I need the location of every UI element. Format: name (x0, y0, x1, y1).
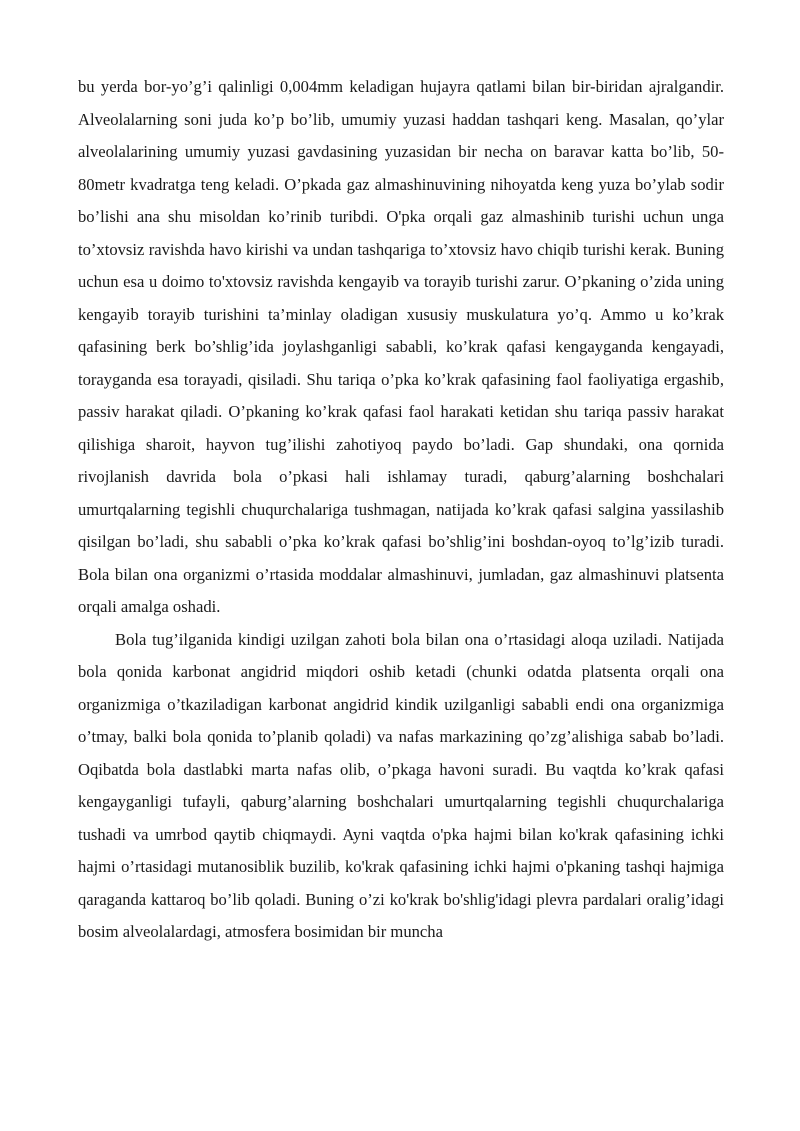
paragraph-2: Bola tug’ilganida kindigi uzilgan zahoti bola bilan ona o’rtasidagi aloqa uziladi. Natijada bola qonida karbonat angidrid miqdori oshib ketadi (chunki odatda platsenta orqali ona organizmiga o’tkaziladigan karbonat angidrid kindik uzilganligi sababli endi ona organizmiga o’tmay, balki bola qonida to’planib qoladi) va nafas markazining qo’zg’alishiga sabab bo’ladi. Oqibatda bola dastlabki marta nafas olib, o’pkaga havoni suradi. Bu vaqtda ko’krak qafasi kengayganligi tufayli, qaburg’alarning boshchalari umurtqalarning tegishli chuqurchalariga tushadi va umrbod qaytib chiqmaydi. Ayni vaqtda o'pka hajmi bilan ko'krak qafasining ichki hajmi o’rtasidagi mutanosiblik buzilib, ko'krak qafasining ichki hajmi o'pkaning tashqi hajmiga qaraganda kattaroq bo’lib qoladi. Buning o’zi ko'krak bo'shlig'idagi plevra pardalari oralig’idagi bosim alveolalardagi, atmosfera bosimidan bir muncha (78, 629, 724, 941)
body-text (78, 71, 724, 949)
paragraph-1: bu yerda bor-yo’g’i qalinligi 0,004mm keladigan hujayra qatlami bilan bir-biridan ajralgandir. Alveolalarning soni juda ko’p bo’lib, umumiy yuzasi haddan tashqari keng. Masalan, qo’ylar alveolalarining umumiy yuzasi gavdasining yuzasidan bir necha on baravar katta bo’lib, 50-80metr kvadratga teng keladi. O’pkada gaz almashinuvining nihoyatda keng yuza bo’ylab sodir bo’lishi ana shu misoldan ko’rinib turibdi. O'pka orqali gaz almashinib turishi uchun unga to’xtovsiz ravishda havo kirishi va undan tashqariga to’xtovsiz havo chiqib turishi kerak. Buning uchun esa u doimo to'xtovsiz ravishda kengayib va torayib turishi zarur. O’pkaning o’zida uning kengayib torayib turishini ta’minlay oladigan xususiy muskulatura yo’q. Ammo u ko’krak qafasining berk bo’shlig’ida joylashganligi sababli, ko’krak qafasi kengayganda kengayadi, torayganda esa torayadi, qisiladi. Shu tariqa o’pka ko’krak qafasining faol faoliyatiga ergashib, passiv harakat qiladi. O’pkaning ko’krak qafasi faol harakati ketidan shu tariqa passiv harakat qilishiga sharoit, hayvon tug’ilishi zahotiyoq paydo bo’ladi. Gap shundaki, ona qornida rivojlanish davrida bola o’pkasi hali ishlamay turadi, qaburg’alarning boshchalari umurtqalarning tegishli chuqurchalariga tushmagan, natijada ko’krak qafasi salgina yassilashib qisilgan bo’ladi, shu sababli o’pka ko’krak qafasi bo’shlig’ini boshdan-oyoq to’lg’izib turadi. Bola bilan ona organizmi o’rtasida moddalar almashinuvi, jumladan, gaz almashinuvi platsenta orqali amalga oshadi. (78, 77, 724, 616)
